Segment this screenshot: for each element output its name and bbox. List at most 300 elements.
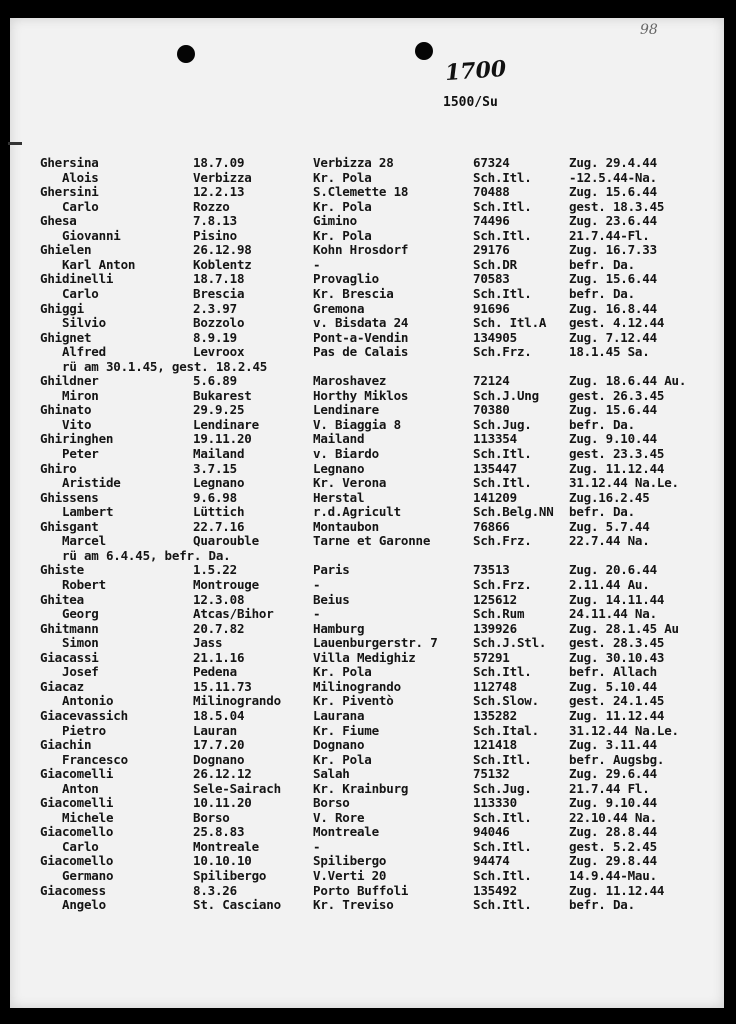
roster-line bbox=[0, 185, 736, 199]
address-cell: Kr. Brescia bbox=[313, 286, 394, 301]
status-note-cell: gest. 28.3.45 bbox=[569, 635, 665, 651]
surname-or-firstname-cell: Silvio bbox=[62, 315, 106, 331]
status-note-cell: gest. 4.12.44 bbox=[569, 315, 665, 331]
status-note-cell: befr. Allach bbox=[569, 664, 657, 680]
surname-or-firstname-cell: Josef bbox=[62, 664, 99, 680]
address-cell: v. Bisdata 24 bbox=[313, 315, 409, 331]
prisoner-number-cell: 29176 bbox=[473, 242, 510, 258]
prisoner-number-cell: 94046 bbox=[473, 824, 510, 840]
surname-or-firstname-cell: Ghiste bbox=[40, 562, 84, 578]
birth-date-or-birthplace-cell: 12.3.08 bbox=[193, 591, 245, 607]
birth-date-or-birthplace-cell: Lauran bbox=[193, 722, 237, 738]
status-note-cell: 21.7.44-Fl. bbox=[569, 227, 650, 243]
birth-date-or-birthplace-cell: Legnano bbox=[193, 475, 245, 491]
status-note-cell: Zug. 16.7.33 bbox=[569, 242, 657, 258]
prisoner-number-cell: 73513 bbox=[473, 562, 510, 578]
status-note-cell: Zug. 29.4.44 bbox=[569, 155, 657, 170]
roster-line bbox=[0, 432, 736, 446]
prisoner-number-cell: Sch.Ital. bbox=[473, 722, 539, 738]
birth-date-or-birthplace-cell: Pedena bbox=[193, 664, 237, 680]
prisoner-number-cell: 135492 bbox=[473, 882, 517, 898]
status-note-cell: 14.9.44-Mau. bbox=[569, 868, 657, 883]
birth-date-or-birthplace-cell: Koblentz bbox=[193, 256, 252, 272]
roster-line bbox=[0, 738, 736, 752]
birth-date-or-birthplace-cell: 7.8.13 bbox=[193, 213, 237, 229]
birth-date-or-birthplace-cell: Lendinare bbox=[193, 416, 259, 432]
birth-date-or-birthplace-cell: Montrouge bbox=[193, 577, 259, 592]
surname-or-firstname-cell: Miron bbox=[62, 387, 99, 403]
surname-or-firstname-cell: Lambert bbox=[62, 504, 114, 520]
address-cell: Kr. Pola bbox=[313, 664, 372, 680]
prisoner-number-cell: Sch.Itl. bbox=[473, 838, 532, 854]
prisoner-number-cell: Sch.Itl. bbox=[473, 227, 532, 243]
birth-date-or-birthplace-cell: 20.7.82 bbox=[193, 620, 245, 636]
address-cell: Kr. Pola bbox=[313, 751, 372, 767]
prisoner-number-cell: Sch. Itl.A bbox=[473, 315, 547, 331]
birth-date-or-birthplace-cell: Quarouble bbox=[193, 533, 259, 549]
status-note-cell: Zug. 15.6.44 bbox=[569, 184, 657, 200]
roster-line bbox=[0, 767, 736, 781]
birth-date-or-birthplace-cell: 8.9.19 bbox=[193, 329, 237, 345]
prisoner-number-cell: 121418 bbox=[473, 737, 517, 752]
surname-or-firstname-cell: Ghidinelli bbox=[40, 271, 114, 287]
prisoner-number-cell: Sch.Itl. bbox=[473, 809, 532, 825]
birth-date-or-birthplace-cell: Mailand bbox=[193, 446, 245, 461]
surname-or-firstname-cell: Peter bbox=[62, 446, 99, 461]
address-cell: - bbox=[313, 577, 321, 592]
birth-date-or-birthplace-cell: Lüttich bbox=[193, 504, 245, 520]
birth-date-or-birthplace-cell: 21.1.16 bbox=[193, 649, 245, 665]
roster-line bbox=[0, 331, 736, 345]
status-note-cell: befr. Da. bbox=[569, 416, 635, 432]
address-cell: Kr. Verona bbox=[313, 475, 387, 491]
birth-date-or-birthplace-cell: Spilibergo bbox=[193, 868, 267, 883]
roster-line bbox=[0, 578, 736, 592]
prisoner-number-cell: Sch.Rum bbox=[473, 606, 525, 621]
status-note-cell: Zug. 7.12.44 bbox=[569, 329, 657, 345]
address-cell: Paris bbox=[313, 562, 350, 578]
roster-line bbox=[0, 520, 736, 534]
birth-date-or-birthplace-cell: Jass bbox=[193, 635, 223, 651]
status-note-cell: Zug.16.2.45 bbox=[569, 489, 650, 505]
roster-line bbox=[0, 491, 736, 505]
status-note-cell: 31.12.44 Na.Le. bbox=[569, 475, 679, 491]
roster-line bbox=[0, 694, 736, 708]
address-cell: Legnano bbox=[313, 460, 365, 476]
prisoner-number-cell: 70380 bbox=[473, 402, 510, 418]
birth-date-or-birthplace-cell: St. Casciano bbox=[193, 897, 281, 913]
birth-date-or-birthplace-cell: Milinogrando bbox=[193, 693, 281, 709]
surname-or-firstname-cell: Simon bbox=[62, 635, 99, 651]
roster-line bbox=[0, 840, 736, 854]
status-note-cell: 21.7.44 Fl. bbox=[569, 780, 650, 796]
note-text: rü am 6.4.45, befr. Da. bbox=[62, 547, 231, 563]
roster-line bbox=[0, 534, 736, 548]
roster-line bbox=[0, 374, 736, 388]
surname-or-firstname-cell: Carlo bbox=[62, 198, 99, 214]
roster-line bbox=[0, 447, 736, 461]
surname-or-firstname-cell: Alfred bbox=[62, 344, 106, 360]
surname-or-firstname-cell: Giacaz bbox=[40, 678, 84, 694]
status-note-cell: gest. 26.3.45 bbox=[569, 387, 665, 403]
surname-or-firstname-cell: Giacassi bbox=[40, 649, 99, 665]
birth-date-or-birthplace-cell: 25.8.83 bbox=[193, 824, 245, 840]
roster-line bbox=[0, 345, 736, 359]
roster-line bbox=[0, 811, 736, 825]
prisoner-number-cell: 135282 bbox=[473, 707, 517, 723]
status-note-cell: gest. 18.3.45 bbox=[569, 198, 665, 214]
status-note-cell: Zug. 5.7.44 bbox=[569, 518, 650, 534]
birth-date-or-birthplace-cell: Brescia bbox=[193, 286, 245, 301]
address-cell: Kr. Fiume bbox=[313, 722, 379, 738]
status-note-cell: Zug. 29.8.44 bbox=[569, 853, 657, 869]
status-note-cell: Zug. 11.12.44 bbox=[569, 460, 665, 476]
birth-date-or-birthplace-cell: Bozzolo bbox=[193, 315, 245, 331]
address-cell: Borso bbox=[313, 795, 350, 811]
address-cell: Maroshavez bbox=[313, 373, 387, 389]
status-note-cell: Zug. 29.6.44 bbox=[569, 766, 657, 782]
prisoner-number-cell: Sch.Itl. bbox=[473, 446, 532, 461]
birth-date-or-birthplace-cell: Bukarest bbox=[193, 387, 252, 403]
surname-or-firstname-cell: Ghiggi bbox=[40, 300, 84, 316]
prisoner-number-cell: 94474 bbox=[473, 853, 510, 869]
roster-line bbox=[0, 607, 736, 621]
address-cell: V. Biaggia 8 bbox=[313, 416, 401, 432]
status-note-cell: Zug. 3.11.44 bbox=[569, 737, 657, 752]
roster-line bbox=[0, 156, 736, 170]
birth-date-or-birthplace-cell: Rozzo bbox=[193, 198, 230, 214]
roster-line bbox=[0, 200, 736, 214]
address-cell: Pas de Calais bbox=[313, 344, 409, 360]
roster-line bbox=[0, 753, 736, 767]
address-cell: Mailand bbox=[313, 431, 365, 447]
roster-line bbox=[0, 418, 736, 432]
roster-line bbox=[0, 796, 736, 810]
surname-or-firstname-cell: Marcel bbox=[62, 533, 106, 549]
surname-or-firstname-cell: Giacomello bbox=[40, 853, 114, 869]
status-note-cell: befr. Augsbg. bbox=[569, 751, 665, 767]
birth-date-or-birthplace-cell: 22.7.16 bbox=[193, 518, 245, 534]
birth-date-or-birthplace-cell: Atcas/Bihor bbox=[193, 606, 274, 621]
status-note-cell: Zug. 14.11.44 bbox=[569, 591, 665, 607]
surname-or-firstname-cell: Pietro bbox=[62, 722, 106, 738]
birth-date-or-birthplace-cell: 3.7.15 bbox=[193, 460, 237, 476]
status-note-cell: Zug. 15.6.44 bbox=[569, 402, 657, 418]
address-cell: V. Rore bbox=[313, 809, 365, 825]
address-cell: Gremona bbox=[313, 300, 365, 316]
prisoner-number-cell: Sch.Itl. bbox=[473, 868, 532, 883]
roster-line bbox=[0, 665, 736, 679]
address-cell: Dognano bbox=[313, 737, 365, 752]
status-note-cell: befr. Da. bbox=[569, 504, 635, 520]
roster-line bbox=[0, 171, 736, 185]
address-cell: - bbox=[313, 256, 321, 272]
status-note-cell: befr. Da. bbox=[569, 897, 635, 913]
address-cell: Pont-a-Vendin bbox=[313, 329, 409, 345]
surname-or-firstname-cell: Antonio bbox=[62, 693, 114, 709]
roster-line bbox=[0, 258, 736, 272]
surname-or-firstname-cell: Germano bbox=[62, 868, 114, 883]
status-note-cell: Zug. 9.10.44 bbox=[569, 431, 657, 447]
birth-date-or-birthplace-cell: 26.12.98 bbox=[193, 242, 252, 258]
address-cell: V.Verti 20 bbox=[313, 868, 387, 883]
note-text: rü am 30.1.45, gest. 18.2.45 bbox=[62, 358, 268, 374]
birth-date-or-birthplace-cell: 18.5.04 bbox=[193, 707, 245, 723]
birth-date-or-birthplace-cell: 18.7.09 bbox=[193, 155, 245, 170]
status-note-cell: -12.5.44-Na. bbox=[569, 169, 657, 185]
surname-or-firstname-cell: Giovanni bbox=[62, 227, 121, 243]
address-cell: Hamburg bbox=[313, 620, 365, 636]
status-note-cell: 18.1.45 Sa. bbox=[569, 344, 650, 360]
address-cell: Horthy Miklos bbox=[313, 387, 409, 403]
prisoner-number-cell: 134905 bbox=[473, 329, 517, 345]
address-cell: Salah bbox=[313, 766, 350, 782]
address-cell: Milinogrando bbox=[313, 678, 401, 694]
address-cell: Kr. Treviso bbox=[313, 897, 394, 913]
prisoner-number-cell: 112748 bbox=[473, 678, 517, 694]
prisoner-number-cell: 57291 bbox=[473, 649, 510, 665]
address-cell: Kr. Pola bbox=[313, 198, 372, 214]
roster-line bbox=[0, 869, 736, 883]
birth-date-or-birthplace-cell: 5.6.89 bbox=[193, 373, 237, 389]
address-cell: Gimino bbox=[313, 213, 357, 229]
birth-date-or-birthplace-cell: 18.7.18 bbox=[193, 271, 245, 287]
surname-or-firstname-cell: Alois bbox=[62, 169, 99, 185]
roster-line bbox=[0, 287, 736, 301]
roster-line bbox=[0, 549, 736, 563]
roster-line bbox=[0, 403, 736, 417]
surname-or-firstname-cell: Robert bbox=[62, 577, 106, 592]
birth-date-or-birthplace-cell: Pisino bbox=[193, 227, 237, 243]
roster-line bbox=[0, 854, 736, 868]
birth-date-or-birthplace-cell: 19.11.20 bbox=[193, 431, 252, 447]
surname-or-firstname-cell: Ghinato bbox=[40, 402, 92, 418]
roster-line bbox=[0, 680, 736, 694]
roster-line bbox=[0, 563, 736, 577]
birth-date-or-birthplace-cell: Verbizza bbox=[193, 169, 252, 185]
address-cell: Beius bbox=[313, 591, 350, 607]
roster-line bbox=[0, 316, 736, 330]
address-cell: r.d.Agricult bbox=[313, 504, 401, 520]
status-note-cell: Zug. 11.12.44 bbox=[569, 882, 665, 898]
address-cell: Provaglio bbox=[313, 271, 379, 287]
address-cell: - bbox=[313, 838, 321, 854]
address-cell: Lendinare bbox=[313, 402, 379, 418]
surname-or-firstname-cell: Angelo bbox=[62, 897, 106, 913]
roster-line bbox=[0, 389, 736, 403]
status-note-cell: Zug. 30.10.43 bbox=[569, 649, 665, 665]
surname-or-firstname-cell: Ghisgant bbox=[40, 518, 99, 534]
status-note-cell: Zug. 15.6.44 bbox=[569, 271, 657, 287]
birth-date-or-birthplace-cell: Montreale bbox=[193, 838, 259, 854]
prisoner-number-cell: 70488 bbox=[473, 184, 510, 200]
roster-line bbox=[0, 360, 736, 374]
prisoner-number-cell: Sch.Itl. bbox=[473, 897, 532, 913]
surname-or-firstname-cell: Francesco bbox=[62, 751, 128, 767]
roster-line bbox=[0, 462, 736, 476]
address-cell: Laurana bbox=[313, 707, 365, 723]
birth-date-or-birthplace-cell: 15.11.73 bbox=[193, 678, 252, 694]
roster-line bbox=[0, 709, 736, 723]
status-note-cell: Zug. 18.6.44 Au. bbox=[569, 373, 687, 389]
status-note-cell: Zug. 28.1.45 Au bbox=[569, 620, 679, 636]
roster-line bbox=[0, 214, 736, 228]
roster-line bbox=[0, 636, 736, 650]
birth-date-or-birthplace-cell: 12.2.13 bbox=[193, 184, 245, 200]
surname-or-firstname-cell: Ghildner bbox=[40, 373, 99, 389]
prisoner-number-cell: 75132 bbox=[473, 766, 510, 782]
roster-line bbox=[0, 622, 736, 636]
roster-line bbox=[0, 505, 736, 519]
birth-date-or-birthplace-cell: Dognano bbox=[193, 751, 245, 767]
prisoner-number-cell: Sch.J.Ung bbox=[473, 387, 539, 403]
surname-or-firstname-cell: Ghiringhen bbox=[40, 431, 114, 447]
status-note-cell: gest. 24.1.45 bbox=[569, 693, 665, 709]
surname-or-firstname-cell: Ghignet bbox=[40, 329, 92, 345]
address-cell: Kr. Pola bbox=[313, 169, 372, 185]
surname-or-firstname-cell: Giacomess bbox=[40, 882, 106, 898]
reference-code: 1500/Su bbox=[443, 95, 498, 110]
surname-or-firstname-cell: Giacomelli bbox=[40, 795, 114, 811]
prisoner-number-cell: 67324 bbox=[473, 155, 510, 170]
roster-line bbox=[0, 243, 736, 257]
birth-date-or-birthplace-cell: 9.6.98 bbox=[193, 489, 237, 505]
birth-date-or-birthplace-cell: 17.7.20 bbox=[193, 737, 245, 752]
roster-line bbox=[0, 825, 736, 839]
status-note-cell: Zug. 16.8.44 bbox=[569, 300, 657, 316]
surname-or-firstname-cell: Michele bbox=[62, 809, 114, 825]
address-cell: Verbizza 28 bbox=[313, 155, 394, 170]
prisoner-number-cell: 72124 bbox=[473, 373, 510, 389]
roster-line bbox=[0, 272, 736, 286]
surname-or-firstname-cell: Ghitea bbox=[40, 591, 84, 607]
address-cell: Kr. Krainburg bbox=[313, 780, 409, 796]
prisoner-number-cell: Sch.Itl. bbox=[473, 751, 532, 767]
status-note-cell: gest. 5.2.45 bbox=[569, 838, 657, 854]
address-cell: Lauenburgerstr. 7 bbox=[313, 635, 438, 651]
handwritten-number: 1700 bbox=[444, 55, 508, 87]
roster-line bbox=[0, 476, 736, 490]
prisoner-number-cell: 91696 bbox=[473, 300, 510, 316]
address-cell: Villa Medighiz bbox=[313, 649, 416, 665]
status-note-cell: befr. Da. bbox=[569, 286, 635, 301]
status-note-cell: 22.10.44 Na. bbox=[569, 809, 657, 825]
prisoner-number-cell: Sch.Itl. bbox=[473, 169, 532, 185]
prisoner-number-cell: Sch.Itl. bbox=[473, 664, 532, 680]
address-cell: - bbox=[313, 606, 321, 621]
address-cell: Kr. Pola bbox=[313, 227, 372, 243]
status-note-cell: Zug. 5.10.44 bbox=[569, 678, 657, 694]
birth-date-or-birthplace-cell: 1.5.22 bbox=[193, 562, 237, 578]
surname-or-firstname-cell: Aristide bbox=[62, 475, 121, 491]
status-note-cell: gest. 23.3.45 bbox=[569, 446, 665, 461]
surname-or-firstname-cell: Carlo bbox=[62, 286, 99, 301]
prisoner-number-cell: 125612 bbox=[473, 591, 517, 607]
birth-date-or-birthplace-cell: 10.10.10 bbox=[193, 853, 252, 869]
birth-date-or-birthplace-cell: 2.3.97 bbox=[193, 300, 237, 316]
status-note-cell: Zug. 23.6.44 bbox=[569, 213, 657, 229]
corner-page-mark: 98 bbox=[640, 22, 658, 38]
prisoner-number-cell: Sch.Frz. bbox=[473, 577, 532, 592]
roster-line bbox=[0, 229, 736, 243]
status-note-cell: 31.12.44 Na.Le. bbox=[569, 722, 679, 738]
prisoner-number-cell: Sch.Jug. bbox=[473, 416, 532, 432]
prisoner-number-cell: Sch.DR bbox=[473, 256, 517, 272]
prisoner-number-cell: Sch.Frz. bbox=[473, 344, 532, 360]
roster-line bbox=[0, 898, 736, 912]
surname-or-firstname-cell: Ghiro bbox=[40, 460, 77, 476]
prisoner-number-cell: 74496 bbox=[473, 213, 510, 229]
address-cell: Kohn Hrosdorf bbox=[313, 242, 409, 258]
surname-or-firstname-cell: Karl Anton bbox=[62, 256, 136, 272]
prisoner-number-cell: Sch.Belg.NN bbox=[473, 504, 554, 520]
address-cell: Montreale bbox=[313, 824, 379, 840]
surname-or-firstname-cell: Ghissens bbox=[40, 489, 99, 505]
surname-or-firstname-cell: Giacomelli bbox=[40, 766, 114, 782]
surname-or-firstname-cell: Ghersini bbox=[40, 184, 99, 200]
prisoner-number-cell: Sch.Itl. bbox=[473, 286, 532, 301]
prisoner-number-cell: 139926 bbox=[473, 620, 517, 636]
roster-line bbox=[0, 302, 736, 316]
surname-or-firstname-cell: Giacomello bbox=[40, 824, 114, 840]
status-note-cell: Zug. 9.10.44 bbox=[569, 795, 657, 811]
prisoner-number-cell: 135447 bbox=[473, 460, 517, 476]
birth-date-or-birthplace-cell: Borso bbox=[193, 809, 230, 825]
roster-line bbox=[0, 884, 736, 898]
status-note-cell: Zug. 20.6.44 bbox=[569, 562, 657, 578]
birth-date-or-birthplace-cell: 8.3.26 bbox=[193, 882, 237, 898]
prisoner-number-cell: 141209 bbox=[473, 489, 517, 505]
status-note-cell: 2.11.44 Au. bbox=[569, 577, 650, 592]
surname-or-firstname-cell: Anton bbox=[62, 780, 99, 796]
prisoner-number-cell: Sch.Itl. bbox=[473, 475, 532, 491]
surname-or-firstname-cell: Ghielen bbox=[40, 242, 92, 258]
roster-line bbox=[0, 782, 736, 796]
prisoner-number-cell: 70583 bbox=[473, 271, 510, 287]
address-cell: Porto Buffoli bbox=[313, 882, 409, 898]
surname-or-firstname-cell: Giacevassich bbox=[40, 707, 128, 723]
surname-or-firstname-cell: Carlo bbox=[62, 838, 99, 854]
address-cell: Montaubon bbox=[313, 518, 379, 534]
roster-line bbox=[0, 651, 736, 665]
address-cell: Herstal bbox=[313, 489, 365, 505]
surname-or-firstname-cell: Giachin bbox=[40, 737, 92, 752]
roster-line bbox=[0, 724, 736, 738]
address-cell: v. Biardo bbox=[313, 446, 379, 461]
birth-date-or-birthplace-cell: 26.12.12 bbox=[193, 766, 252, 782]
prisoner-number-cell: 76866 bbox=[473, 518, 510, 534]
address-cell: Spilibergo bbox=[313, 853, 387, 869]
prisoner-number-cell: 113330 bbox=[473, 795, 517, 811]
prisoner-number-cell: Sch.Jug. bbox=[473, 780, 532, 796]
birth-date-or-birthplace-cell: Levroox bbox=[193, 344, 245, 360]
surname-or-firstname-cell: Ghesa bbox=[40, 213, 77, 229]
prisoner-number-cell: 113354 bbox=[473, 431, 517, 447]
prisoner-number-cell: Sch.Slow. bbox=[473, 693, 539, 709]
address-cell: Kr. Piventò bbox=[313, 693, 394, 709]
prisoner-number-cell: Sch.J.Stl. bbox=[473, 635, 547, 651]
surname-or-firstname-cell: Vito bbox=[62, 416, 92, 432]
address-cell: S.Clemette 18 bbox=[313, 184, 409, 200]
prisoner-number-cell: Sch.Frz. bbox=[473, 533, 532, 549]
birth-date-or-birthplace-cell: Sele-Sairach bbox=[193, 780, 281, 796]
surname-or-firstname-cell: Ghitmann bbox=[40, 620, 99, 636]
status-note-cell: 24.11.44 Na. bbox=[569, 606, 657, 621]
status-note-cell: befr. Da. bbox=[569, 256, 635, 272]
status-note-cell: Zug. 11.12.44 bbox=[569, 707, 665, 723]
surname-or-firstname-cell: Georg bbox=[62, 606, 99, 621]
roster-line bbox=[0, 593, 736, 607]
